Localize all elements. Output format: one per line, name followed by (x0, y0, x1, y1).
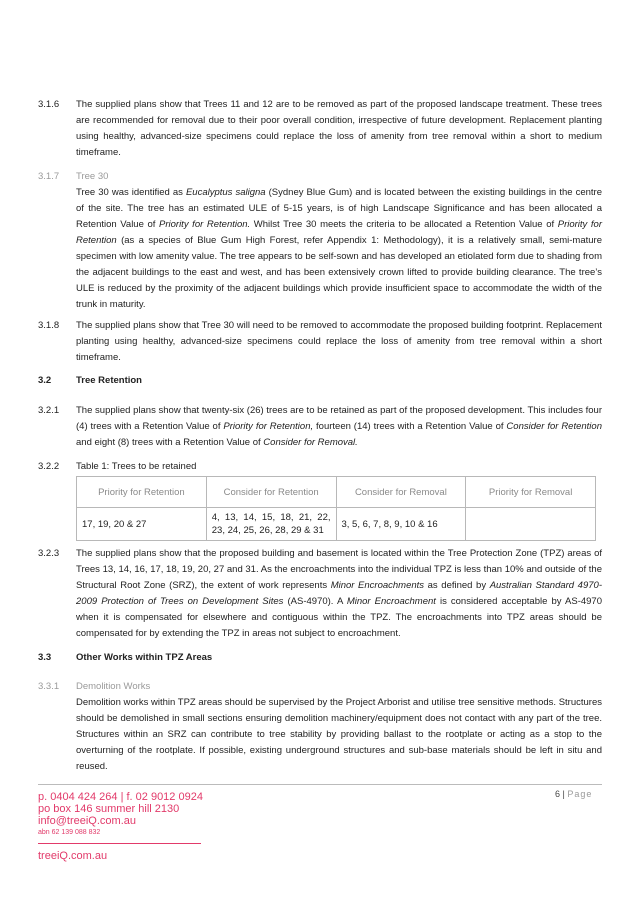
table-caption: Table 1: Trees to be retained (76, 461, 197, 472)
paragraph-3-1-6 (38, 97, 602, 161)
paragraph-text: The supplied plans show that twenty-six (26) trees are to be retained as part of the proposed development. This includes four (4) trees with a Retention Value of Priority for Retention, fourteen (14) trees with a Retention Value of Consider for Retention and eight (8) trees with a Retention Value of Consider for Removal. (76, 405, 602, 448)
footer-abn: abn 62 139 088 832 (38, 829, 101, 836)
table-cell: 4, 13, 14, 15, 18, 21, 22, 23, 24, 25, 26, 28, 29 & 31 (206, 508, 336, 541)
trees-retained-table (76, 476, 596, 541)
paragraph-text: The supplied plans show that Tree 30 will need to be removed to accommodate the proposed building footprint. Replacement planting using healthy, advanced-size specimens could replace the loss of amenity from tree removal within a short timeframe. (76, 320, 602, 363)
paragraph-number: 3.2.1 (38, 405, 60, 416)
table-cell: 17, 19, 20 & 27 (77, 508, 207, 541)
paragraph-number: 3.2.2 (38, 461, 60, 472)
table-header: Consider for Removal (336, 477, 466, 508)
subsection-heading: Tree 30 (76, 171, 109, 182)
footer-divider (38, 784, 602, 785)
paragraph-number: 3.2.3 (38, 548, 60, 559)
section-heading-3-3: 3.3 Other Works within TPZ Areas (38, 652, 213, 663)
paragraph-number: 3.3.1 (38, 681, 60, 692)
paragraph-3-1-7 (38, 169, 602, 313)
paragraph-number: 3.1.8 (38, 320, 60, 331)
table-header: Consider for Retention (206, 477, 336, 508)
paragraph-3-1-8 (38, 318, 602, 366)
paragraph-text: Tree 30 was identified as Eucalyptus saligna (Sydney Blue Gum) and is located between the existing buildings in the centre of the site. The tree has an estimated ULE of 5-15 years, is of high Landscape Significance and has been allocated a Retention Value of Priority for Retention. Whilst Tree 30 meets the criteria to be allocated a Retention Value of Priority for Retention (as a species of Blue Gum High Forest, refer Appendix 1: Methodology), it is a relatively small, semi-mature specimen with low amenity value. The tree appears to be self-sown and has developed an etiolated form due to shading from the adjacent buildings to the east and west, and has been extensively crown lifted to provide building clearance. The tree’s ULE is reduced by the proximity of the adjacent buildings which provide insufficient space to accommodate the width of the trunk in maturity. (76, 187, 602, 310)
footer-email[interactable]: info@treeiQ.com.au (38, 815, 136, 827)
table-row (77, 508, 596, 541)
paragraph-number: 3.1.7 (38, 171, 60, 182)
paragraph-text: The supplied plans show that the proposed building and basement is located within the Tree Protection Zone (TPZ) areas of Trees 13, 14, 16, 17, 18, 19, 20, 27 and 31. As the encroachments into the individual TPZ is less than 10% and outside of the Structural Root Zone (SRZ), the extent of work represents Minor Encroachments as defined by Australian Standard 4970-2009 Protection of Trees on Development Sites (AS-4970). A Minor Encroachment is considered acceptable by AS-4970 when it is compensated for elsewhere and contiguous within the TPZ. The encroachments into TPZ areas should be compensated for by extending the TPZ in areas not subject to encroachment. (76, 548, 602, 639)
footer-pobox: po box 146 summer hill 2130 (38, 803, 180, 815)
section-heading-3-2: 3.2 Tree Retention (38, 375, 142, 386)
paragraph-3-3-1 (38, 679, 602, 775)
footer-accent-rule (38, 843, 201, 844)
table-cell: 3, 5, 6, 7, 8, 9, 10 & 16 (336, 508, 466, 541)
paragraph-text: The supplied plans show that Trees 11 and 12 are to be removed as part of the proposed landscape treatment. These trees are recommended for removal due to their poor overall condition, irrespective of future development. Replacement planting using healthy, advanced-size specimens could replace the loss of amenity from tree removal within a short to medium timeframe. (76, 99, 602, 158)
footer-website-link[interactable]: treeiQ.com.au (38, 850, 108, 862)
subsection-heading: Demolition Works (76, 681, 151, 692)
paragraph-number: 3.1.6 (38, 99, 60, 110)
paragraph-3-2-1 (38, 403, 602, 451)
paragraph-text: Demolition works within TPZ areas should be supervised by the Project Arborist and utilise tree sensitive methods. Structures should be demolished in small sections ensuring demolition machinery/equipment does not contact with any part of the tree. Structures within an SRZ can contribute to tree stability by providing ballast to the rootplate or acting as a stop to the overturning of the rootplate. If possible, existing underground structures and sub-base materials should be left in situ and reused. (76, 697, 602, 772)
table-header: Priority for Removal (466, 477, 596, 508)
table-header: Priority for Retention (77, 477, 207, 508)
footer-phone: p. 0404 424 264 | f. 02 9012 0924 (38, 791, 203, 803)
paragraph-3-2-2 (38, 459, 602, 475)
page-number: 6 | Page (555, 789, 593, 799)
footer-contact (38, 791, 203, 839)
table-cell (466, 508, 596, 541)
paragraph-3-2-3 (38, 546, 602, 642)
